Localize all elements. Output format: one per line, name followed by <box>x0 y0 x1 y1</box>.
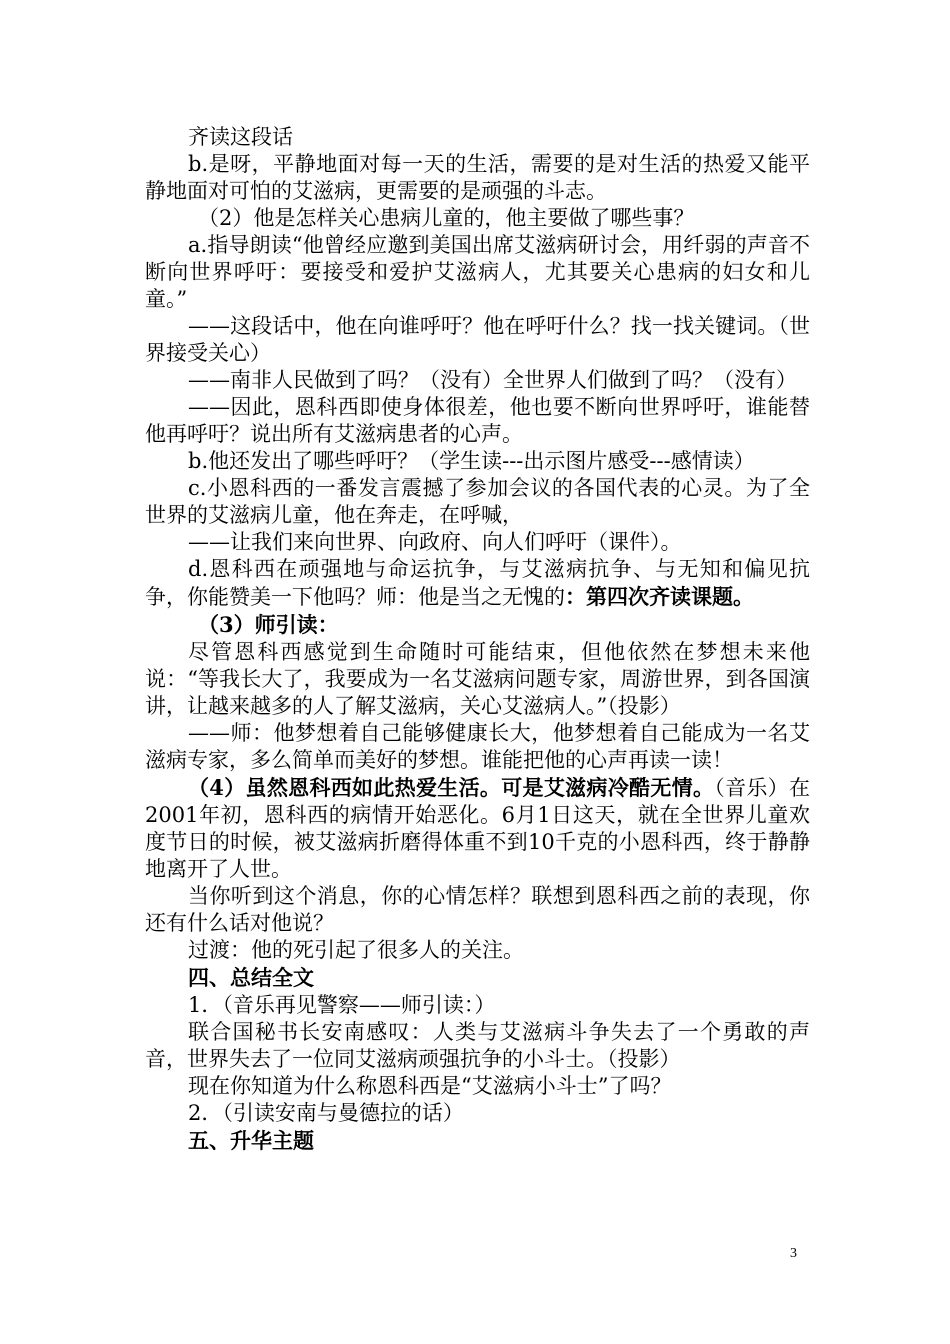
heading-4-text: 四、总结全文 <box>188 965 314 990</box>
section-3-heading: （3）师引读： <box>198 612 339 637</box>
paragraph: （2）他是怎样关心患病儿童的，他主要做了哪些事？ <box>198 206 695 230</box>
paragraph: 联合国秘书长安南感叹：人类与艾滋病斗争失去了一个勇敢的声音，世界失去了一位同艾滋病顽强抗争的小斗士。（投影） <box>145 1020 810 1071</box>
heading-5-text: 五、升华主题 <box>188 1128 314 1153</box>
heading-5 <box>145 1127 810 1155</box>
section-heading <box>145 611 810 639</box>
section-4-paragraph <box>145 774 810 883</box>
paragraph: ——师：他梦想着自己能够健康长大，他梦想着自己能成为一名艾滋病专家，多么简单而美好的梦想。谁能把他的心声再读一读！ <box>145 721 810 772</box>
paragraph: b.是呀，平静地面对每一天的生活，需要的是对生活的热爱又能平静地面对可怕的艾滋病，更需要的是顽强的斗志。 <box>145 152 810 203</box>
paragraph: ——这段话中，他在向谁呼吁？他在呼吁什么？找一找关键词。（世界接受关心） <box>145 314 810 365</box>
paragraph: 当你听到这个消息，你的心情怎样？联想到恩科西之前的表现，你还有什么话对他说？ <box>145 884 810 935</box>
paragraph: ——让我们来向世界、向政府、向人们呼吁（课件）。 <box>188 530 682 554</box>
page-number: 3 <box>790 1246 797 1261</box>
paragraph: 现在你知道为什么称恩科西是“艾滋病小斗士”了吗？ <box>188 1074 672 1098</box>
paragraph: 齐读这段话 <box>188 125 293 149</box>
paragraph-d <box>145 556 810 611</box>
heading-4 <box>145 964 810 992</box>
paragraph: c.小恩科西的一番发言震撼了参加会议的各国代表的心灵。为了全世界的艾滋病儿童，他在奔走，在呼喊， <box>145 476 810 527</box>
paragraph-d-bold: ：第四次齐读课题。 <box>565 584 754 609</box>
paragraph: 尽管恩科西感觉到生命随时可能结束，但他依然在梦想未来他说：“等我长大了，我要成为一名艾滋病问题专家，周游世界，到各国演讲，让越来越多的人了解艾滋病，关心艾滋病人。”（投影） <box>145 640 810 718</box>
section-4-bold: （4）虽然恩科西如此热爱生活。可是艾滋病冷酷无情。 <box>188 775 715 800</box>
section-4-text: （音乐）在2001年初，恩科西的病情开始恶化。6月1日这天，就在全世界儿童欢度节日的时候，被艾滋病折磨得体重不到10千克的小恩科西，终于静静地离开了人世。 <box>145 776 810 881</box>
paragraph: 1．（音乐再见警察——师引读：） <box>188 993 496 1017</box>
paragraph: 过渡：他的死引起了很多人的关注。 <box>188 938 524 962</box>
paragraph: a.指导朗读“他曾经应邀到美国出席艾滋病研讨会，用纤弱的声音不断向世界呼吁：要接受和爱护艾滋病人，尤其要关心患病的妇女和儿童。” <box>145 233 810 311</box>
paragraph: 2．（引读安南与曼德拉的话） <box>188 1101 464 1125</box>
paragraph-d-text: d.恩科西在顽强地与命运抗争，与艾滋病抗争、与无知和偏见抗争，你能赞美一下他吗？师：他是当之无愧的 <box>145 557 810 609</box>
paragraph: b.他还发出了哪些呼吁？（学生读---出示图片感受---感情读） <box>188 449 755 473</box>
paragraph: ——因此，恩科西即使身体很差，他也要不断向世界呼吁，谁能替他再呼吁？说出所有艾滋病患者的心声。 <box>145 395 810 446</box>
paragraph: ——南非人民做到了吗？（没有）全世界人们做到了吗？（没有） <box>188 368 797 392</box>
document-body <box>145 124 810 1155</box>
